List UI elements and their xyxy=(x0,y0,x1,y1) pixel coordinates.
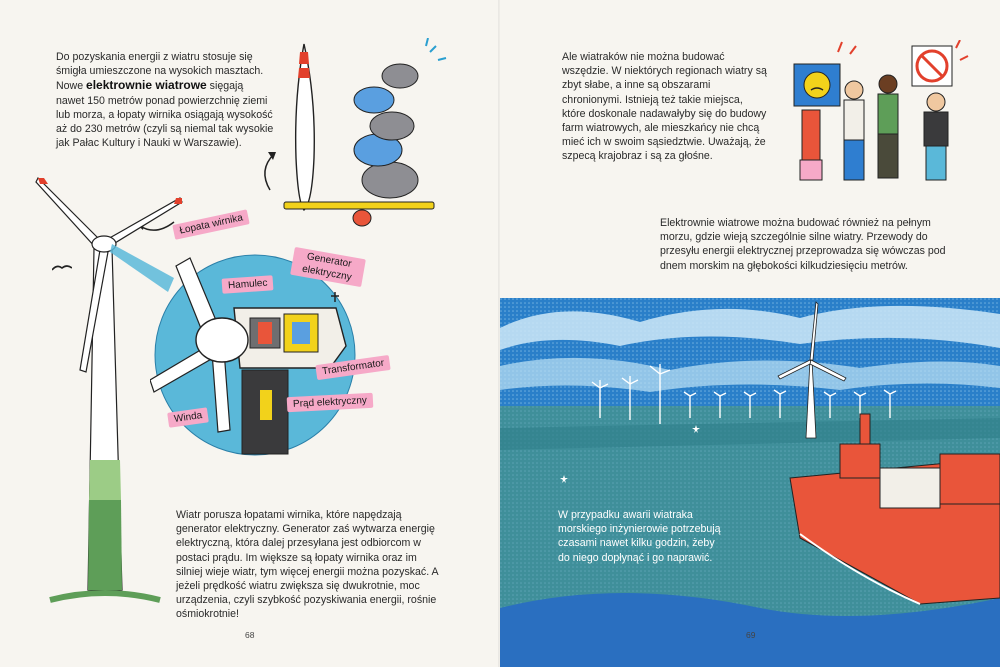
page-number-left: 68 xyxy=(245,630,255,640)
label-current: Prąd elektryczny xyxy=(287,393,374,412)
intro-paragraph xyxy=(56,50,274,150)
label-brake: Hamulec xyxy=(222,275,274,294)
blade-elephants-illustration xyxy=(270,38,470,238)
blade-arrow xyxy=(240,150,300,210)
label-transformer: Transformator xyxy=(315,355,391,380)
right-page xyxy=(500,0,1000,667)
protesters-illustration xyxy=(784,40,974,190)
intro-bold-term: elektrownie wiatrowe xyxy=(86,78,207,93)
intro-text-start: Do pozyskania energii z wiatru stosuje się śmigła umieszczone na wysokich masztach. Nowe xyxy=(56,51,264,93)
page-number-right: 69 xyxy=(746,630,756,640)
label-blade: Łopata wirnika xyxy=(172,209,250,240)
top-paragraph: Ale wiatraków nie można budować wszędzie. W niektórych regionach wiatry są zbyt słabe, a inne są obszarami chronionymi. Istnieją też takie miejsca, które doskonale nadawałyby się do budowy farm wiatrowych, ale mieszkańcy nie chcą mieć ich w swoim sąsiedztwie. Uważają, że szpecą krajobraz i są za głośne. xyxy=(562,51,767,163)
label-generator: Generator elektryczny xyxy=(290,247,366,287)
sea-paragraph: W przypadku awarii wiatraka morskiego inżynierowie potrzebują czasami nawet kilku godzin, żeby do niego dopłynąć i go naprawić. xyxy=(558,509,721,564)
bottom-paragraph: Wiatr porusza łopatami wirnika, które napędzają generator elektryczny. Generator zaś wytwarza energię elektryczną, która dalej przesyłana jest odbiorcom w postaci prądu. Im większe są łopaty wirnika oraz im silniej wieje wiatr, tym więcej energii można pozyskać. A jeżeli prędkość wiatru zwiększa się dwukrotnie, moc urządzenia, czyli szybkość pozyskiwania energii, rośnie ośmiokrotnie! xyxy=(176,509,439,621)
middle-paragraph: Elektrownie wiatrowe można budować również na pełnym morzu, gdzie wieją szczególnie silne wiatry. Przewody do przesyłu energii elektrycznej przeprowadza się wówczas pod dnem morskim na głębokości kilkudziesięciu metrów. xyxy=(660,217,946,272)
label-winch: Winda xyxy=(167,407,209,427)
bird-icon xyxy=(52,262,72,272)
intro-text-end: sięgają nawet 150 metrów ponad powierzchnię ziemi lub morza, a łopaty wirnika osiągają wysokość aż do 230 metrów (czyli są niemal tak wysokie jak Pałac Kultury i Nauki w Warszawie). xyxy=(56,80,274,150)
offshore-wind-farm-scene xyxy=(500,278,1000,667)
